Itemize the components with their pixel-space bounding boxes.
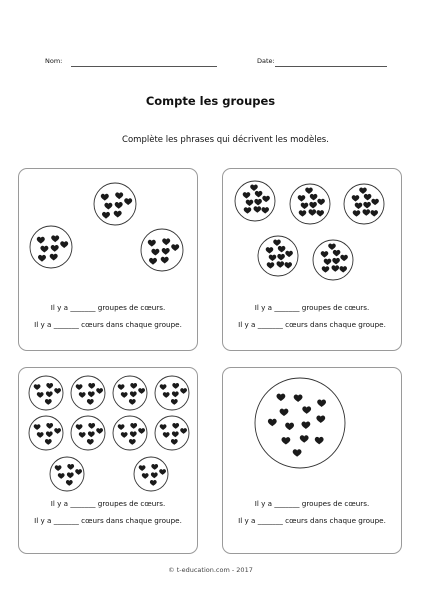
heart-icon [160,384,167,390]
heart-icon [321,251,329,257]
heart-icon [352,195,360,201]
date-field[interactable] [275,66,387,67]
heart-icon [363,202,371,208]
heart-icon [317,199,325,205]
heart-icon [87,399,94,405]
heart-icon [328,244,336,250]
heart-icon [305,188,313,194]
heart-icon [79,432,86,438]
heart-icon [332,258,340,264]
heart-icon [102,212,110,219]
heart-icon [46,423,53,429]
heart-icon [340,255,348,261]
heart-icon [333,250,341,256]
heart-icon [285,423,294,430]
heart-icon [363,209,371,215]
heart-icon [250,185,258,191]
heart-icon [267,262,275,268]
heart-icon [58,473,65,479]
heart-icon [51,245,59,252]
heart-icon [129,439,136,445]
heart-icon [115,202,123,209]
heart-icon [310,194,318,200]
heart-groups-illustration [223,368,403,555]
heart-icon [118,424,125,430]
heart-icon [79,392,86,398]
heart-icon [118,384,125,390]
heart-icon [315,437,324,444]
heart-icon [302,406,311,413]
heart-icon [75,469,82,475]
heart-icon [277,254,285,260]
heart-icon [54,388,61,394]
heart-icon [37,432,44,438]
heart-icon [149,258,157,265]
heart-icon [255,191,263,197]
heart-icon [124,198,132,205]
heart-icon [115,192,123,199]
heart-icon [359,188,367,194]
heart-icon [88,383,95,389]
heart-icon [309,209,317,215]
heart-icon [130,423,137,429]
heart-icon [273,240,281,246]
heart-icon [322,266,330,272]
heart-icon [121,392,128,398]
instruction-text: Complète les phrases qui décrivent les modèles. [122,135,329,145]
heart-icon [284,262,292,268]
heart-icon [371,199,379,205]
heart-icon [142,473,149,479]
heart-icon [309,202,317,208]
heart-icon [88,431,95,437]
heart-icon [151,249,159,256]
heart-icon [66,480,73,486]
heart-icon [277,394,286,401]
heart-icon [163,392,170,398]
heart-icon [45,439,52,445]
heart-icon [76,424,83,430]
heart-icon [269,255,277,261]
heart-icon [151,464,158,470]
heart-icon [45,399,52,405]
heart-icon [129,399,136,405]
heart-icon [300,435,309,442]
heart-icon [294,394,303,401]
heart-icon [278,246,286,252]
heart-icon [130,431,137,437]
heart-icon [254,206,262,212]
footer-copyright: © t-education.com - 2017 [168,566,253,574]
heart-icon [139,465,146,471]
heart-icon [266,247,274,253]
heart-icon [55,465,62,471]
heart-icon [46,431,53,437]
heart-icon [67,472,74,478]
heart-icon [285,251,293,257]
heart-icon [60,241,68,248]
heart-icon [76,384,83,390]
heart-icon [302,421,311,428]
heart-icon [37,237,45,244]
heart-icon [339,266,347,272]
heart-icon [246,200,254,206]
heart-icon [171,244,179,251]
heart-icon [96,428,103,434]
heart-icon [180,388,187,394]
heart-icon [355,203,363,209]
exercise-box-3 [18,367,198,554]
heart-icon [51,235,59,242]
heart-icon [243,192,251,198]
name-label: Nom: [45,57,63,65]
heart-icon [34,384,41,390]
sentence-hearts: Il y a _______ cœurs dans chaque groupe. [238,516,386,525]
heart-icon [151,472,158,478]
heart-icon [172,391,179,397]
heart-icon [353,210,361,216]
heart-icon [162,238,170,245]
heart-icon [54,428,61,434]
date-label: Date: [257,57,275,65]
heart-icon [159,469,166,475]
sentence-groups: Il y a _______ groupes de cœurs. [254,499,370,508]
heart-icon [130,391,137,397]
heart-icon [104,203,112,210]
heart-icon [277,261,285,267]
sentence-hearts: Il y a _______ cœurs dans chaque groupe. [34,320,182,329]
heart-icon [101,194,109,201]
heart-icon [46,383,53,389]
heart-icon [280,409,289,416]
heart-icon [244,207,252,213]
heart-icon [38,255,46,262]
heart-icon [88,423,95,429]
sentence-hearts: Il y a _______ cœurs dans chaque groupe. [34,516,182,525]
heart-icon [298,195,306,201]
heart-icon [172,431,179,437]
heart-icon [262,196,270,202]
heart-icon [150,480,157,486]
heart-icon [160,424,167,430]
heart-icon [87,439,94,445]
heart-groups-illustration [19,368,199,555]
heart-icon [316,210,324,216]
heart-icon [268,419,277,426]
heart-icon [172,383,179,389]
heart-icon [34,424,41,430]
heart-icon [121,432,128,438]
heart-icon [301,203,309,209]
heart-icon [254,199,262,205]
heart-icon [46,391,53,397]
heart-icon [261,207,269,213]
heart-icon [364,194,372,200]
exercise-box-2 [222,168,402,351]
exercise-box-1 [18,168,198,351]
name-field[interactable] [71,66,217,67]
heart-icon [138,388,145,394]
heart-icon [171,439,178,445]
sentence-groups: Il y a _______ groupes de cœurs. [50,303,166,312]
sentence-groups: Il y a _______ groupes de cœurs. [50,499,166,508]
heart-icon [180,428,187,434]
heart-icon [40,246,48,253]
heart-icon [37,392,44,398]
heart-icon [163,432,170,438]
heart-icon [293,449,302,456]
heart-icon [148,240,156,247]
heart-icon [299,210,307,216]
heart-icon [317,399,326,406]
sentence-groups: Il y a _______ groupes de cœurs. [254,303,370,312]
heart-icon [88,391,95,397]
heart-icon [370,210,378,216]
page-title: Compte les groupes [145,94,276,108]
heart-icon [162,248,170,255]
group-circle [255,378,345,468]
heart-icon [171,399,178,405]
heart-icon [130,383,137,389]
heart-icon [172,423,179,429]
heart-icon [316,415,325,422]
heart-icon [50,254,58,261]
heart-icon [96,388,103,394]
heart-icon [67,464,74,470]
heart-icon [324,259,332,265]
heart-icon [332,265,340,271]
exercise-box-4 [222,367,402,554]
sentence-hearts: Il y a _______ cœurs dans chaque groupe. [238,320,386,329]
heart-icon [114,211,122,218]
heart-icon [282,437,291,444]
heart-icon [138,428,145,434]
heart-icon [161,257,169,264]
